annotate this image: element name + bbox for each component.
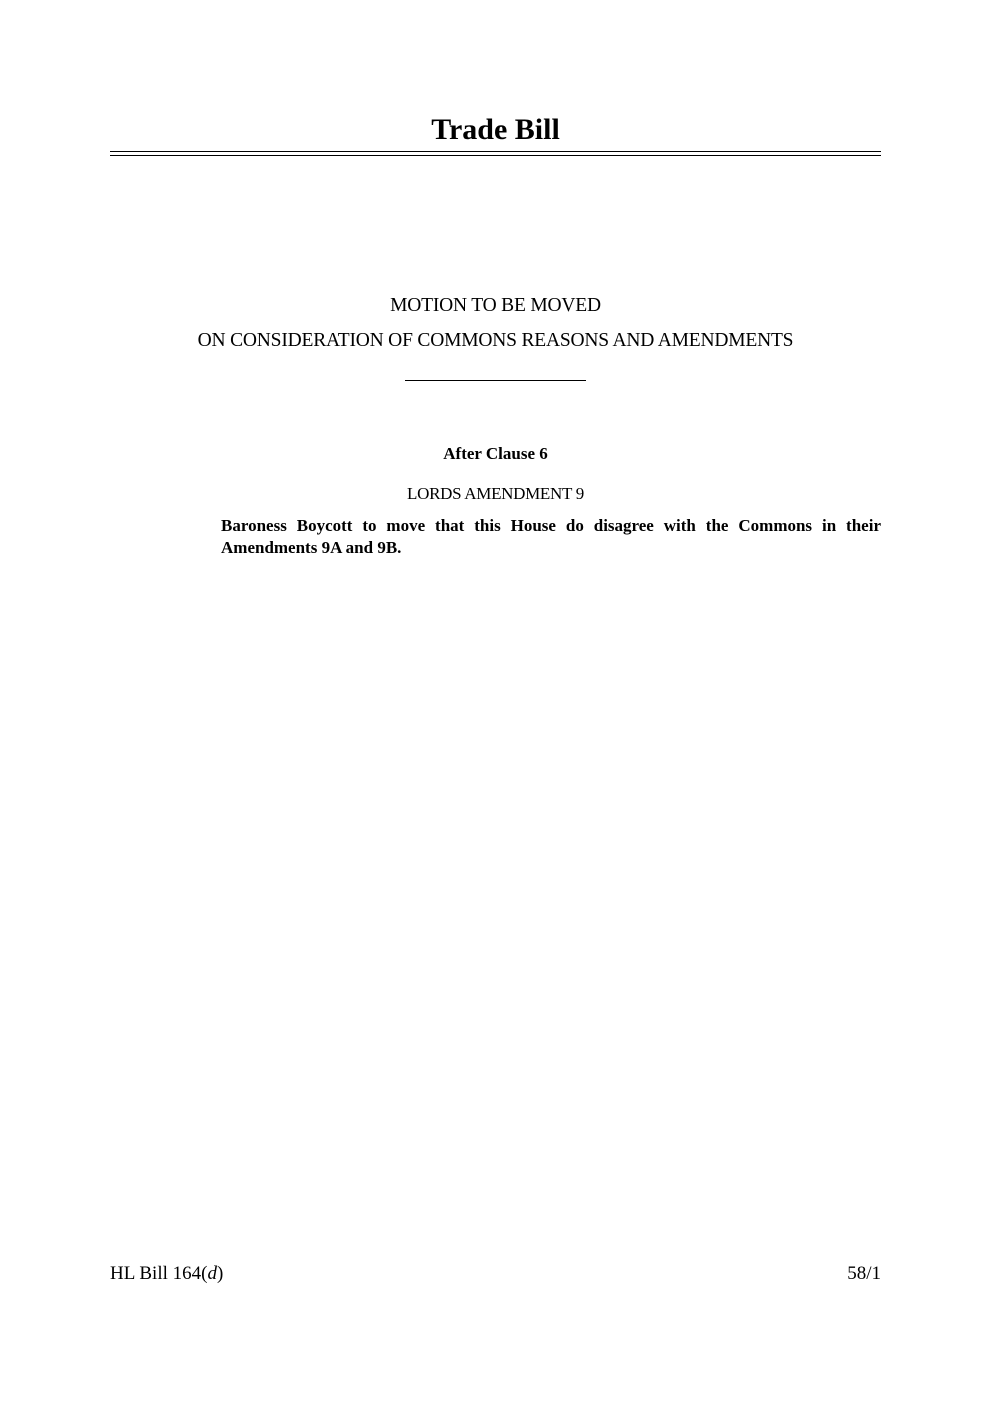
bill-title: Trade Bill: [431, 113, 560, 146]
bill-reference-letter: d: [207, 1263, 217, 1284]
motion-heading-line-1: MOTION TO BE MOVED: [390, 295, 601, 316]
section-divider: [405, 380, 586, 381]
motion-heading-line-2: ON CONSIDERATION OF COMMONS REASONS AND AMENDMENTS: [197, 330, 794, 351]
title-double-rule: [110, 151, 881, 156]
bill-reference-suffix: ): [216, 1263, 224, 1284]
bill-reference: [110, 1262, 223, 1286]
motion-text: Baroness Boycott to move that this House do disagree with the Commons in their Amendments 9A and 9B.: [221, 516, 881, 557]
page-reference: 58/1: [847, 1263, 881, 1284]
bill-reference-prefix: HL Bill 164(: [110, 1263, 208, 1284]
amendment-heading: LORDS AMENDMENT 9: [407, 484, 584, 503]
clause-heading: After Clause 6: [443, 444, 548, 463]
